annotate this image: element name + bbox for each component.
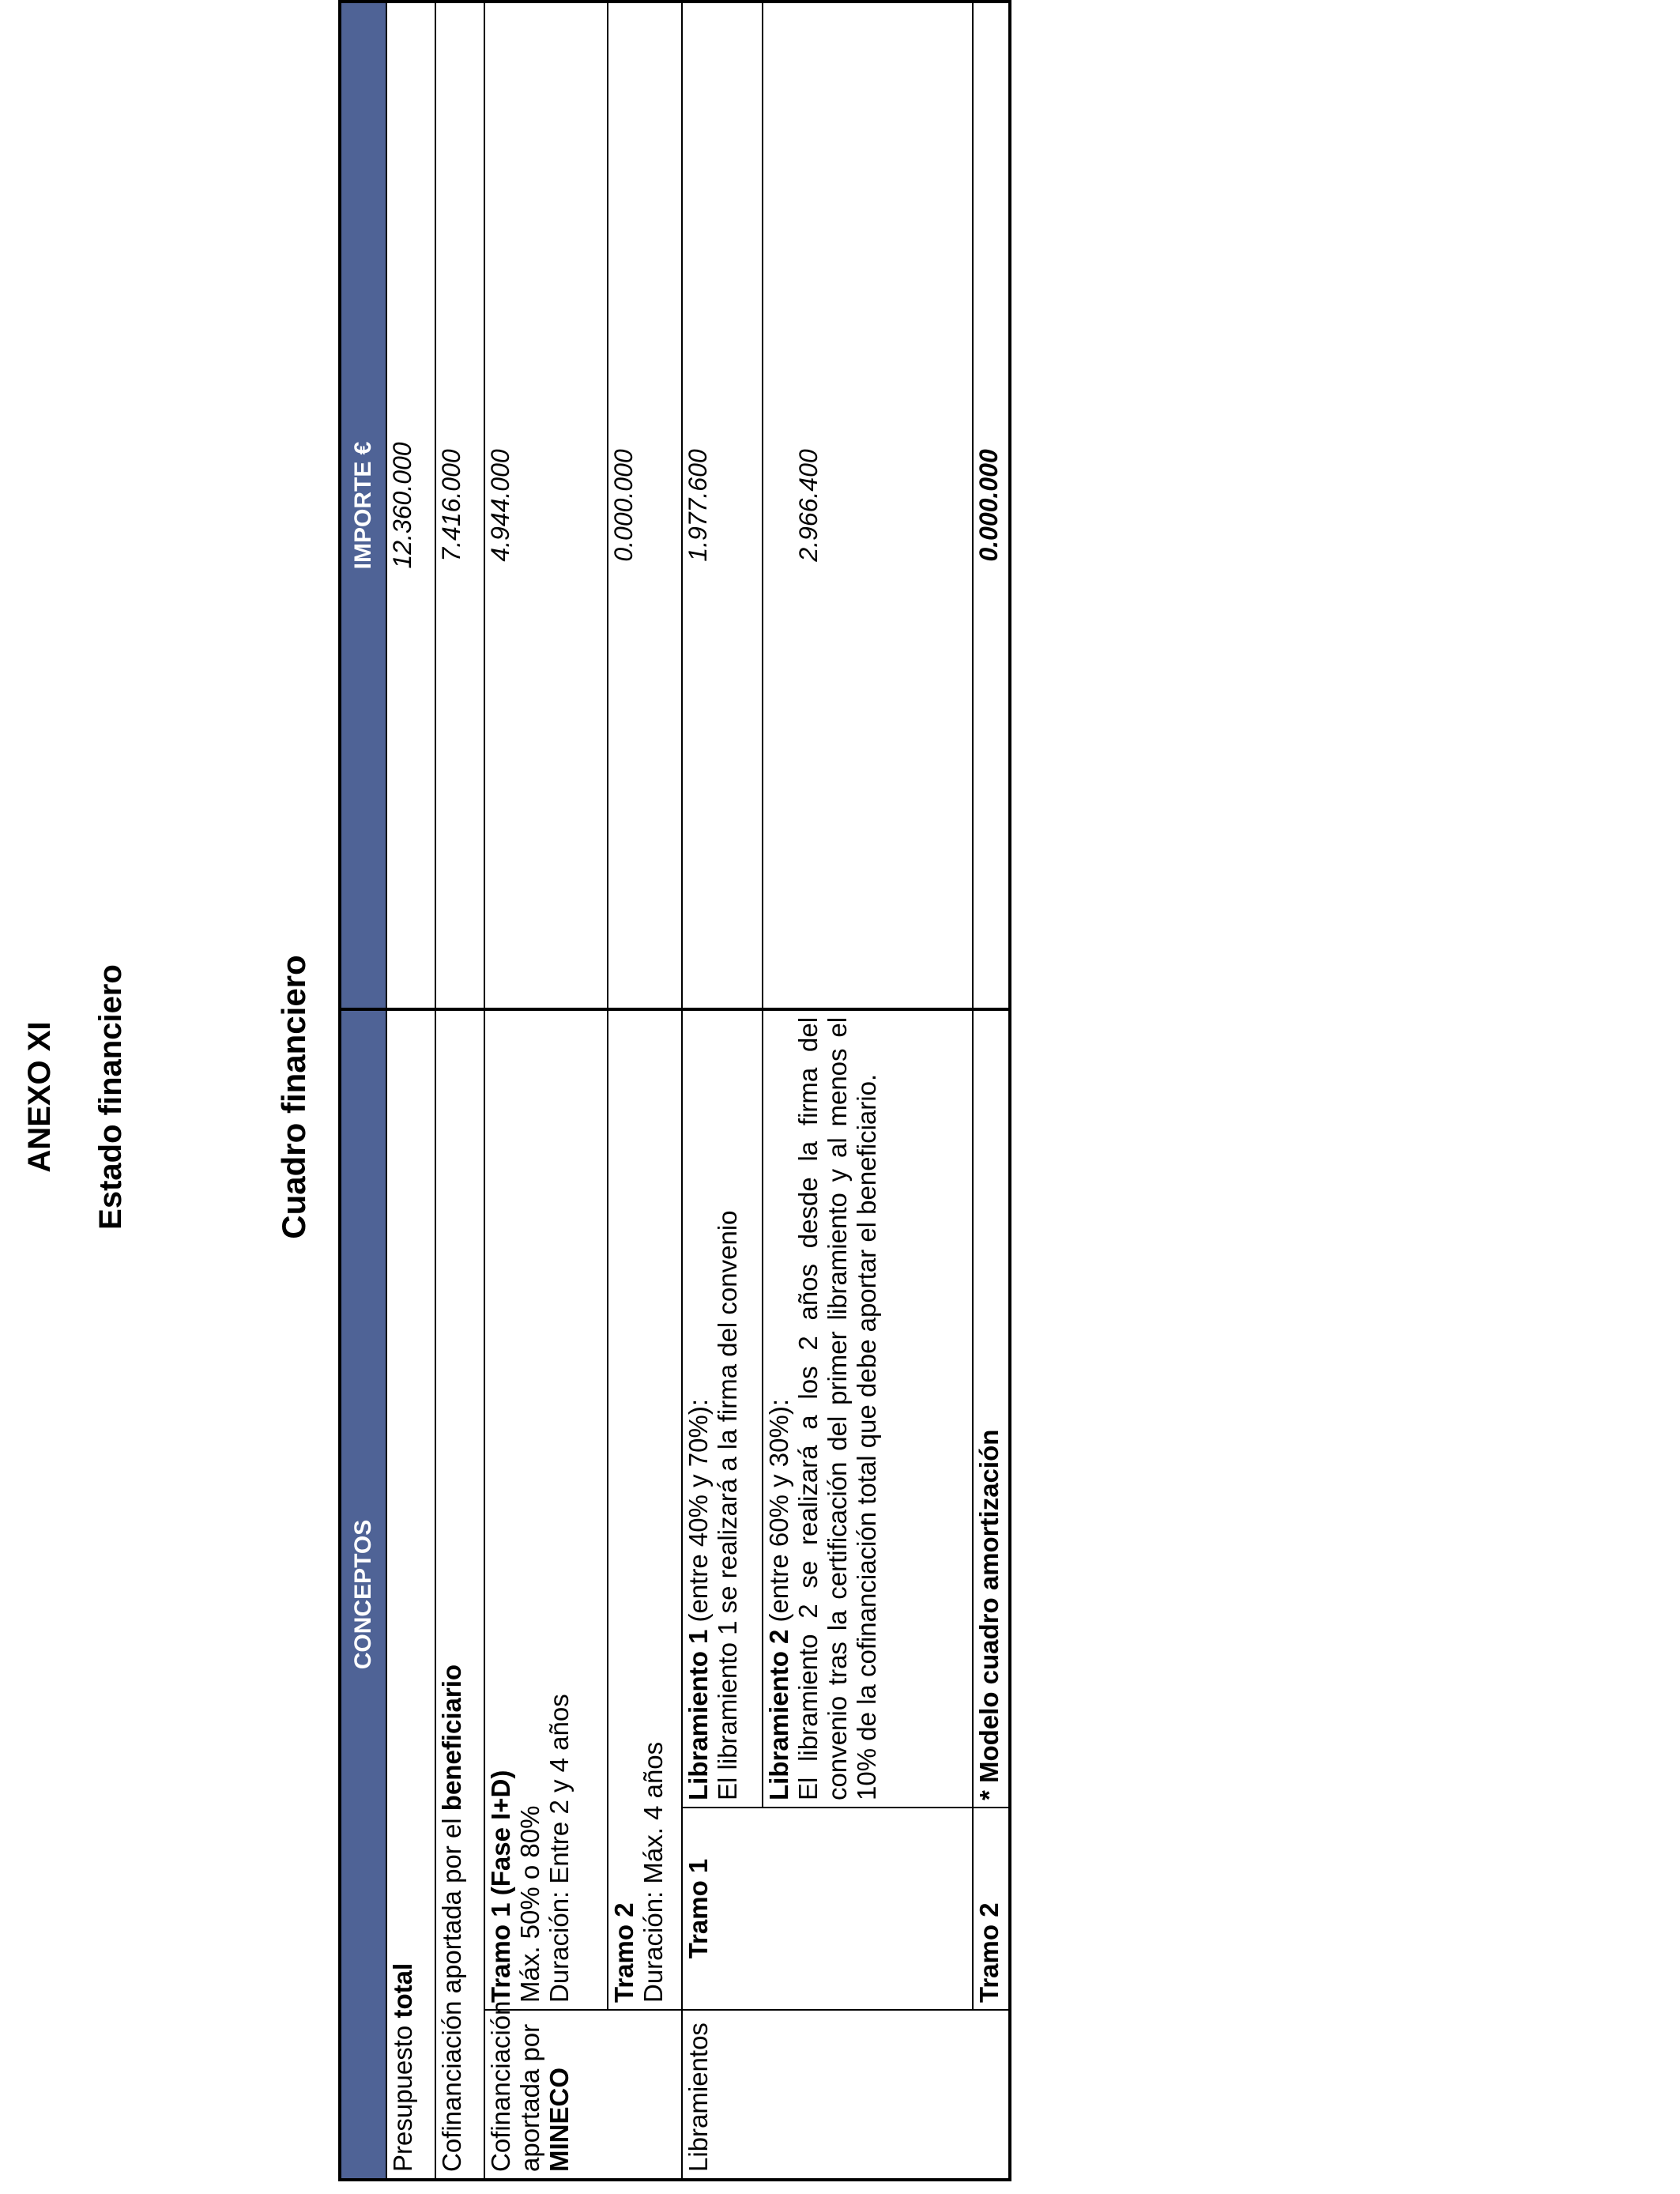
tramo2-amount: 0.000.000 bbox=[608, 2, 682, 1009]
header-concepts: CONCEPTOS bbox=[340, 1009, 386, 2180]
row-libramiento1 bbox=[682, 2, 763, 2180]
row-total-budget bbox=[386, 2, 435, 2180]
table-header-row bbox=[340, 2, 386, 2180]
libramiento1-amount: 1.977.600 bbox=[682, 2, 763, 1009]
row-mineco-tramo2 bbox=[608, 2, 682, 2180]
tramo2-description: Tramo 2 Duración: Máx. 4 años bbox=[608, 1009, 682, 2010]
row-beneficiary bbox=[435, 2, 484, 2180]
amortization-label: * Modelo cuadro amortización bbox=[973, 1009, 1010, 1808]
total-budget-label: Presupuesto total bbox=[386, 1009, 435, 2180]
beneficiary-amount: 7.416.000 bbox=[435, 2, 484, 1009]
tramo1-description: Tramo 1 (Fase I+D) Máx. 50% o 80% Duración: Entre 2 y 4 años bbox=[484, 1009, 608, 2010]
header-amount: IMPORTE € bbox=[340, 2, 386, 1009]
section-title: Estado financiero bbox=[93, 964, 128, 1230]
libramiento2-description: Libramiento 2 (entre 60% y 30%): El libramiento 2 se realizará a los 2 años desde la firma del convenio tras la certificación del primer libramiento y al menos el 10% de la cofinanciación total que debe aportar el beneficiario. bbox=[763, 1009, 973, 1808]
libramientos-tramo2-label: Tramo 2 bbox=[973, 1808, 1010, 2010]
beneficiary-label: Cofinanciación aportada por el beneficiario bbox=[435, 1009, 484, 2180]
total-budget-amount: 12.360.000 bbox=[386, 2, 435, 1009]
amortization-amount: 0.000.000 bbox=[973, 2, 1010, 1009]
mineco-label: Cofinanciación aportada por MINECO bbox=[484, 2010, 682, 2180]
tramo1-amount: 4.944.000 bbox=[484, 2, 608, 1009]
libramiento2-amount: 2.966.400 bbox=[763, 2, 973, 1009]
annex-title: ANEXO XI bbox=[22, 1021, 57, 1173]
financial-table bbox=[338, 0, 1011, 2181]
libramientos-label: Libramientos bbox=[682, 2010, 1010, 2180]
libramiento1-description: Libramiento 1 (entre 40% y 70%): El libramiento 1 se realizará a la firma del convenio bbox=[682, 1009, 763, 1808]
table-title: Cuadro financiero bbox=[275, 955, 312, 1239]
libramientos-tramo1-label: Tramo 1 bbox=[682, 1808, 973, 2010]
row-mineco-tramo1 bbox=[484, 2, 608, 2180]
row-libramientos-tramo2 bbox=[973, 2, 1010, 2180]
